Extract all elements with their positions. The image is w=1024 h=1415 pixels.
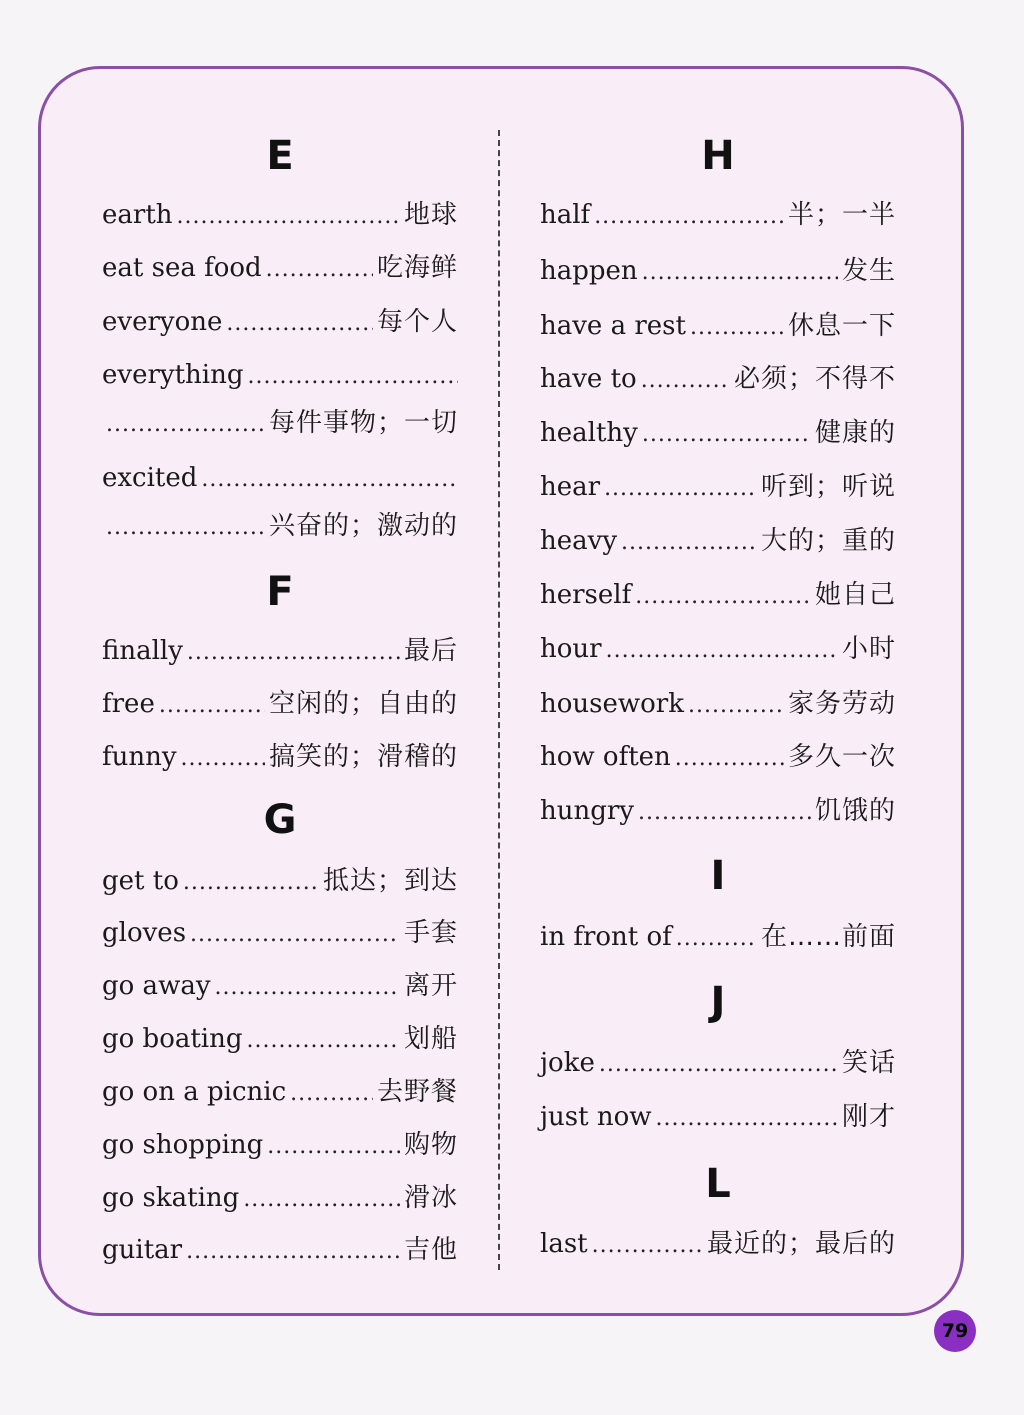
english-term: get to: [102, 866, 179, 896]
glossary-entry: [540, 1223, 896, 1265]
chinese-meaning: 吃海鲜: [376, 253, 458, 283]
english-term: go boating: [102, 1024, 243, 1054]
glossary-entry: [540, 250, 896, 292]
english-term: in front of: [540, 922, 672, 952]
chinese-meaning: 笑话: [841, 1048, 896, 1078]
leader-dots: [187, 632, 400, 674]
leader-dots: [599, 1044, 838, 1086]
leader-dots: [656, 1098, 838, 1140]
leader-dots: [592, 1225, 703, 1267]
glossary-entry: [540, 916, 896, 958]
section-letter: F: [266, 569, 294, 615]
glossary-entry: [540, 683, 896, 725]
english-term: eat sea food: [102, 253, 262, 283]
chinese-meaning: 每个人: [376, 307, 458, 337]
leader-dots: [215, 967, 400, 1009]
leader-dots: [159, 685, 265, 727]
english-term: have to: [540, 364, 637, 394]
glossary-entry: [102, 1018, 458, 1060]
english-term: go away: [102, 971, 211, 1001]
english-term: joke: [540, 1048, 595, 1078]
leader-dots: [594, 196, 784, 238]
glossary-entry: [102, 402, 458, 444]
glossary-entry: [102, 1177, 458, 1219]
glossary-entry: [102, 912, 458, 954]
chinese-meaning: 必须；不得不: [733, 364, 896, 394]
chinese-meaning: 空闲的；自由的: [268, 689, 458, 719]
glossary-entry: [540, 1096, 896, 1138]
leader-dots: [201, 459, 458, 501]
english-term: heavy: [540, 526, 618, 556]
chinese-meaning: 手套: [403, 918, 458, 948]
glossary-entry: [102, 457, 458, 499]
chinese-meaning: 最近的；最后的: [706, 1229, 896, 1259]
glossary-entry: [540, 520, 896, 562]
glossary-entry: [102, 505, 458, 547]
leader-dots: [676, 918, 757, 960]
glossary-entry: [102, 247, 458, 289]
chinese-meaning: 刚才: [841, 1102, 896, 1132]
leader-dots: [606, 630, 838, 672]
column-divider: [498, 130, 500, 1270]
english-term: everything: [102, 360, 244, 390]
english-term: last: [540, 1229, 588, 1259]
section-letter: L: [705, 1161, 731, 1207]
english-term: have a rest: [540, 311, 686, 341]
section-letter: J: [710, 979, 726, 1025]
glossary-entry: [102, 1124, 458, 1166]
leader-dots: [638, 792, 811, 834]
leader-dots: [642, 252, 838, 294]
chinese-meaning: 在……前面: [760, 922, 896, 952]
glossary-entry: [540, 194, 896, 236]
glossary-entry: [102, 630, 458, 672]
english-term: how often: [540, 742, 671, 772]
glossary-entry: [102, 1229, 458, 1271]
english-term: hour: [540, 634, 602, 664]
leader-dots: [181, 738, 265, 780]
leader-dots: [267, 1126, 400, 1168]
glossary-entry: [102, 354, 458, 396]
chinese-meaning: 搞笑的；滑稽的: [268, 742, 458, 772]
section-letter: H: [701, 133, 735, 179]
glossary-entry: [540, 628, 896, 670]
chinese-meaning: 最后: [403, 636, 458, 666]
chinese-meaning: 发生: [841, 256, 896, 286]
page-number: 79: [934, 1310, 976, 1352]
chinese-meaning: 每件事物；一切: [268, 408, 458, 438]
chinese-meaning: 健康的: [814, 418, 896, 448]
chinese-meaning: 离开: [403, 971, 458, 1001]
english-term: happen: [540, 256, 638, 286]
leader-dots: [247, 1020, 400, 1062]
chinese-meaning: 多久一次: [787, 742, 896, 772]
glossary-entry: [540, 574, 896, 616]
leader-dots: [243, 1179, 400, 1221]
leader-dots: [635, 576, 811, 618]
leader-dots: [186, 1231, 400, 1273]
english-term: excited: [102, 463, 198, 493]
leader-dots: [247, 356, 458, 398]
chinese-meaning: 半；一半: [787, 200, 896, 230]
glossary-entry: [540, 358, 896, 400]
glossary-entry: [102, 1071, 458, 1113]
glossary-entry: [540, 305, 896, 347]
leader-dots: [675, 738, 784, 780]
leader-dots: [642, 414, 811, 456]
chinese-meaning: 抵达；到达: [322, 866, 458, 896]
leader-dots: [183, 862, 319, 904]
leader-dots: [190, 914, 400, 956]
glossary-entry: [102, 683, 458, 725]
english-term: earth: [102, 200, 173, 230]
english-term: go on a picnic: [102, 1077, 287, 1107]
english-term: half: [540, 200, 591, 230]
chinese-meaning: 小时: [841, 634, 896, 664]
section-letter: G: [263, 797, 297, 843]
english-term: just now: [540, 1102, 652, 1132]
chinese-meaning: 兴奋的；激动的: [268, 511, 458, 541]
english-term: finally: [102, 636, 183, 666]
leader-dots: [604, 468, 757, 510]
chinese-meaning: 她自己: [814, 580, 896, 610]
leader-dots: [690, 307, 784, 349]
glossary-entry: [540, 1042, 896, 1084]
chinese-meaning: 家务劳动: [787, 689, 896, 719]
leader-dots: [290, 1073, 373, 1115]
english-term: healthy: [540, 418, 638, 448]
leader-dots: [688, 685, 784, 727]
section-letter: E: [266, 133, 294, 179]
leader-dots: [226, 303, 373, 345]
english-term: go skating: [102, 1183, 240, 1213]
english-term: free: [102, 689, 155, 719]
chinese-meaning: 听到；听说: [760, 472, 896, 502]
leader-dots: [641, 360, 730, 402]
glossary-entry: [102, 194, 458, 236]
english-term: everyone: [102, 307, 223, 337]
glossary-entry: [540, 790, 896, 832]
section-letter: I: [710, 853, 726, 899]
english-term: funny: [102, 742, 177, 772]
leader-dots: [177, 196, 400, 238]
english-term: gloves: [102, 918, 187, 948]
chinese-meaning: 购物: [403, 1130, 458, 1160]
chinese-meaning: 休息一下: [787, 311, 896, 341]
chinese-meaning: 划船: [403, 1024, 458, 1054]
glossary-entry: [540, 736, 896, 778]
leader-dots: [266, 249, 373, 291]
chinese-meaning: 吉他: [403, 1235, 458, 1265]
chinese-meaning: 滑冰: [403, 1183, 458, 1213]
glossary-entry: [540, 466, 896, 508]
leader-dots: [621, 522, 757, 564]
english-term: guitar: [102, 1235, 183, 1265]
glossary-entry: [102, 965, 458, 1007]
glossary-entry: [102, 736, 458, 778]
chinese-meaning: 地球: [403, 200, 458, 230]
chinese-meaning: 去野餐: [376, 1077, 458, 1107]
english-term: hungry: [540, 796, 634, 826]
glossary-entry: [102, 860, 458, 902]
glossary-entry: [102, 301, 458, 343]
chinese-meaning: 饥饿的: [814, 796, 896, 826]
english-term: go shopping: [102, 1130, 264, 1160]
english-term: herself: [540, 580, 632, 610]
glossary-entry: [540, 412, 896, 454]
english-term: housework: [540, 689, 684, 719]
chinese-meaning: 大的；重的: [760, 526, 896, 556]
leader-dots: [106, 404, 265, 446]
english-term: hear: [540, 472, 601, 502]
leader-dots: [106, 507, 265, 549]
